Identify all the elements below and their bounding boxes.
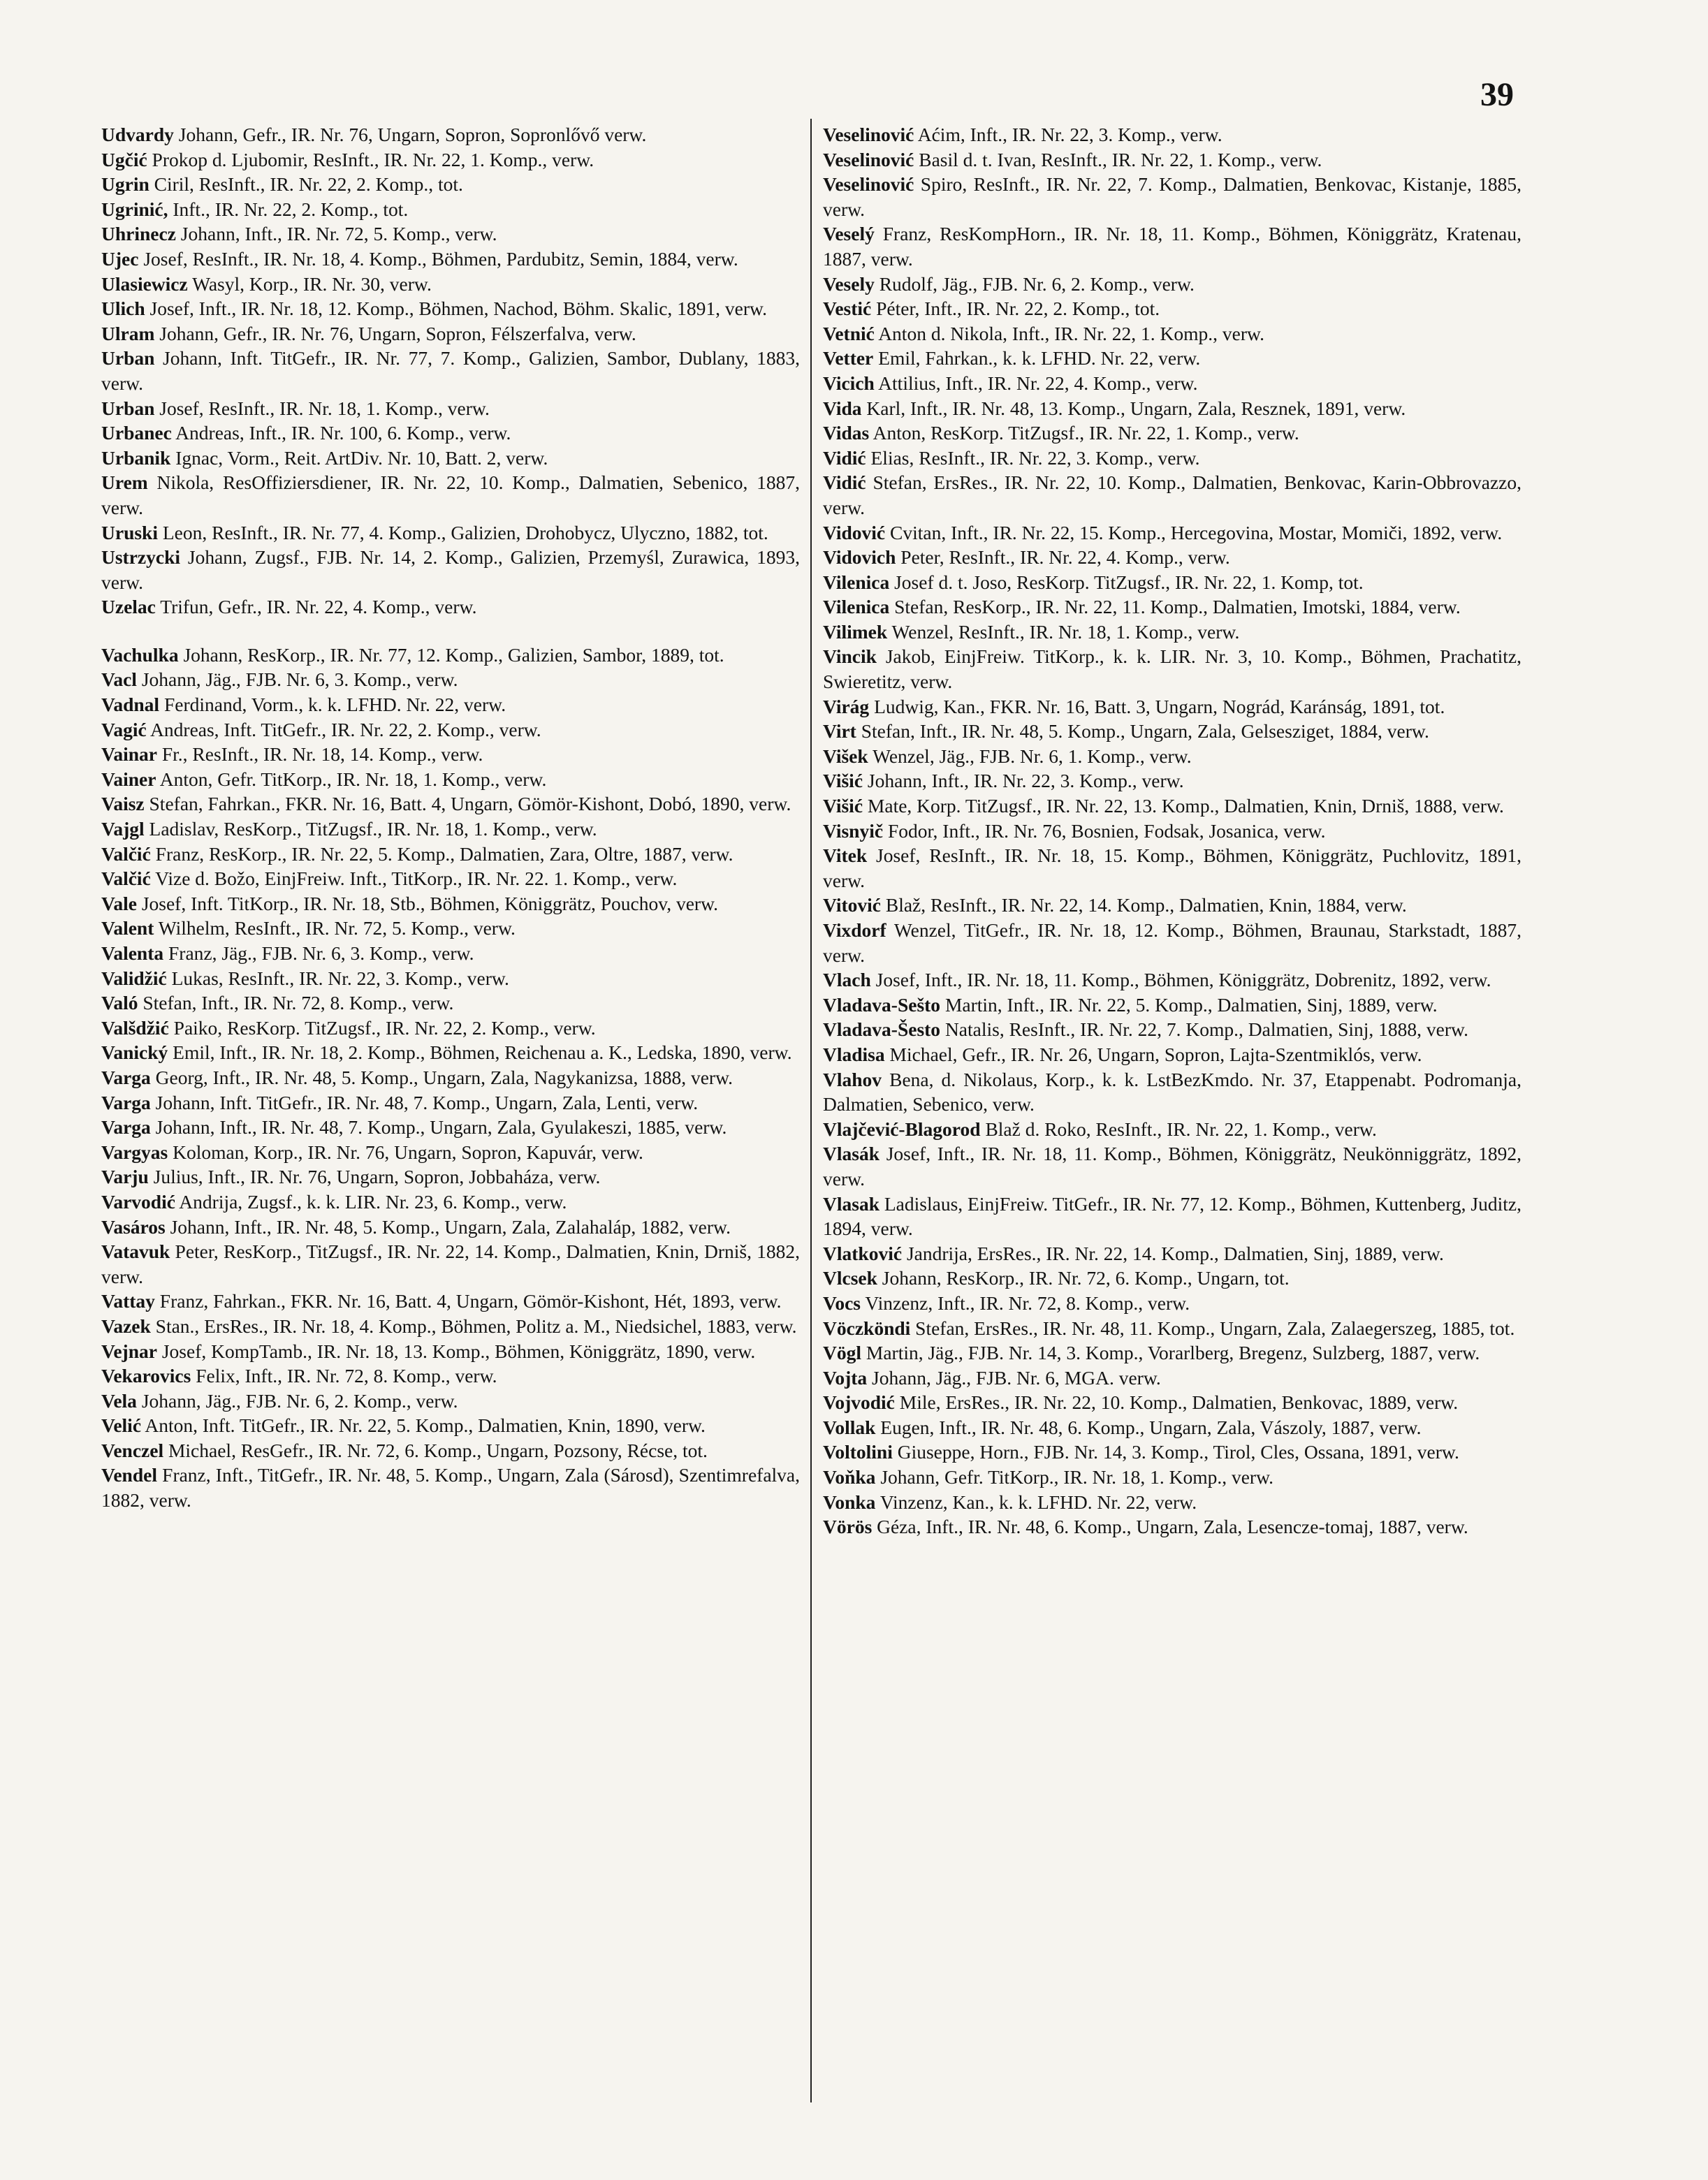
entry-details: Josef, Inft., IR. Nr. 18, 11. Komp., Böhmen, Königgrätz, Dobrenitz, 1892, verw. [870,969,1491,991]
entry-surname: Vitović [823,894,881,916]
list-entry [101,717,800,742]
entry-surname: Valšdžić [101,1016,169,1039]
list-entry [823,570,1521,595]
entry-details: Stefan, ErsRes., IR. Nr. 48, 11. Komp., Ungarn, Zala, Zalaegerszeg, 1885, tot. [910,1317,1515,1339]
entry-details: Michael, Gefr., IR. Nr. 26, Ungarn, Sopron, Lajta-Szentmiklós, verw. [884,1043,1422,1065]
entry-details: Géza, Inft., IR. Nr. 48, 6. Komp., Ungarn, Zala, Lesencze-tomaj, 1887, verw. [872,1516,1468,1538]
list-entry [823,420,1521,446]
entry-details: Andrija, Zugsf., k. k. LIR. Nr. 23, 6. Komp., verw. [175,1190,567,1213]
entry-surname: Vlach [823,969,871,991]
entry-details: Fr., ResInft., IR. Nr. 18, 14. Komp., verw. [156,743,483,766]
list-entry [823,321,1521,346]
entry-surname: Voňka [823,1466,876,1488]
entry-surname: Valčić [101,868,151,890]
list-entry [101,396,800,421]
entry-surname: Vladava-Šesto [823,1018,941,1041]
entry-details: Koloman, Korp., IR. Nr. 76, Ungarn, Sopron, Kapuvár, verw. [168,1141,643,1163]
entry-surname: Validžić [101,967,167,989]
list-entry [101,1065,800,1090]
list-entry [101,1363,800,1389]
entry-details: Jandrija, ErsRes., IR. Nr. 22, 14. Komp., Dalmatien, Sinj, 1889, verw. [902,1242,1444,1264]
list-entry [823,122,1521,147]
entry-details: Mate, Korp. TitZugsf., IR. Nr. 22, 13. Komp., Dalmatien, Knin, Drniš, 1888, verw. [863,795,1504,817]
entry-surname: Veselinović [823,124,914,145]
entry-details: Josef, ResInft., IR. Nr. 18, 4. Komp., Böhmen, Pardubitz, Semin, 1884, verw. [138,247,738,270]
entry-details: Karl, Inft., IR. Nr. 48, 13. Komp., Ungarn, Zala, Resznek, 1891, verw. [861,397,1406,419]
list-entry [101,1239,800,1289]
entry-surname: Vollak [823,1416,876,1438]
entry-surname: Vlasák [823,1143,879,1165]
list-entry [101,594,800,620]
entry-details: Wenzel, ResInft., IR. Nr. 18, 1. Komp., verw. [887,620,1240,643]
list-entry [101,891,800,916]
entry-surname: Valčić [101,842,151,865]
entry-details: Ciril, ResInft., IR. Nr. 22, 2. Komp., tot. [149,173,463,196]
entry-details: Bena, d. Nikolaus, Korp., k. k. LstBezKmdo. Nr. 37, Etappenabt. Podromanja, Dalmatien, Sebenico, verw. [823,1068,1521,1115]
entry-details: Eugen, Inft., IR. Nr. 48, 6. Komp., Ungarn, Zala, Vászoly, 1887, verw. [875,1416,1422,1438]
list-entry [823,470,1521,520]
entry-surname: Vonka [823,1491,876,1513]
entry-surname: Venczel [101,1439,164,1461]
entry-details: Stefan, Inft., IR. Nr. 72, 8. Komp., verw. [138,992,454,1014]
list-entry [101,1140,800,1165]
entry-surname: Vale [101,892,137,914]
entry-surname: Vejnar [101,1340,157,1362]
entry-surname: Vainar [101,743,157,766]
entry-details: Anton, Gefr. TitKorp., IR. Nr. 18, 1. Komp., verw. [156,768,547,790]
entry-details: Ignac, Vorm., Reit. ArtDiv. Nr. 10, Batt. 2, verw. [170,446,548,469]
entry-surname: Vöczköndi [823,1317,911,1339]
entry-details: Franz, Jäg., FJB. Nr. 6, 3. Komp., verw. [163,942,474,964]
list-entry [101,247,800,272]
list-entry [101,742,800,767]
list-entry [823,1465,1521,1490]
entry-details: Attilius, Inft., IR. Nr. 22, 4. Komp., verw. [874,372,1198,394]
entry-details: Franz, Inft., TitGefr., IR. Nr. 48, 5. Komp., Ungarn, Zala (Sárosd), Szentimrefalva, 1882, verw. [101,1464,800,1512]
entry-details: Basil d. t. Ivan, ResInft., IR. Nr. 22, 1. Komp., verw. [914,148,1322,170]
list-entry [101,1314,800,1339]
list-entry [101,1164,800,1190]
list-entry [101,643,800,668]
entry-details: Johann, Jäg., FJB. Nr. 6, 3. Komp., verw. [136,668,458,691]
entry-surname: Vicich [823,372,875,394]
entry-details: Lukas, ResInft., IR. Nr. 22, 3. Komp., verw. [166,967,509,989]
list-entry [823,1067,1521,1117]
entry-surname: Vajgl [101,818,145,840]
list-entry [823,1192,1521,1241]
entry-details: Martin, Jäg., FJB. Nr. 14, 3. Komp., Vorarlberg, Bregenz, Sulzberg, 1887, verw. [861,1342,1480,1364]
list-entry [823,1440,1521,1465]
list-entry [101,667,800,692]
entry-surname: Vladisa [823,1043,885,1065]
entry-surname: Ulram [101,322,155,344]
list-entry [823,446,1521,471]
entry-details: Peter, ResKorp., TitZugsf., IR. Nr. 22, 14. Komp., Dalmatien, Knin, Drniš, 1882, verw. [101,1241,800,1287]
entry-surname: Való [101,992,138,1014]
list-entry [101,1016,800,1041]
list-entry [101,172,800,197]
entry-surname: Vargyas [101,1141,168,1163]
list-entry [823,272,1521,297]
left-column [101,122,800,1513]
list-entry [823,644,1521,694]
entry-surname: Veselinović [823,173,914,196]
list-entry [101,1438,800,1463]
list-entry [823,346,1521,371]
entry-surname: Veselinović [823,148,914,170]
list-entry [101,545,800,594]
entry-surname: Vagić [101,718,147,740]
entry-surname: Vojta [823,1366,868,1389]
list-entry [823,1316,1521,1341]
column-divider [810,119,812,2102]
entry-details: Michael, ResGefr., IR. Nr. 72, 6. Komp., Ungarn, Pozsony, Récse, tot. [163,1439,708,1461]
entry-details: Franz, ResKompHorn., IR. Nr. 18, 11. Komp., Böhmen, Königgrätz, Kratenau, 1887, verw. [823,223,1521,270]
entry-surname: Višić [823,770,863,792]
entry-surname: Vida [823,397,862,419]
entry-details: Stefan, Fahrkan., FKR. Nr. 16, Batt. 4, Ungarn, Gömör-Kishont, Dobó, 1890, verw. [144,793,791,815]
entry-surname: Varvodić [101,1190,175,1213]
entry-details: Johann, ResKorp., IR. Nr. 72, 6. Komp., Ungarn, tot. [877,1267,1290,1289]
entry-details: Josef, ResInft., IR. Nr. 18, 1. Komp., verw. [154,397,490,419]
entry-details: Andreas, Inft., IR. Nr. 100, 6. Komp., verw. [171,422,511,444]
entry-details: Aćim, Inft., IR. Nr. 22, 3. Komp., verw. [914,124,1222,145]
entry-surname: Vilenica [823,571,890,593]
list-entry [101,817,800,842]
entry-surname: Varga [101,1066,151,1088]
entry-details: Johann, Inft., IR. Nr. 72, 5. Komp., verw. [175,223,497,245]
entry-details: Blaž d. Roko, ResInft., IR. Nr. 22, 1. Komp., verw. [980,1118,1377,1140]
entry-details: Rudolf, Jäg., FJB. Nr. 6, 2. Komp., verw. [874,272,1195,295]
entry-surname: Ulasiewicz [101,272,188,295]
entry-details: Johann, Inft., IR. Nr. 22, 3. Komp., verw. [863,770,1184,792]
entry-details: Johann, Gefr., IR. Nr. 76, Ungarn, Sopron, Sopronlővő verw. [173,124,647,145]
list-entry [823,594,1521,620]
list-entry [101,122,800,147]
entry-surname: Vojvodić [823,1391,895,1414]
entry-details: Johann, Jäg., FJB. Nr. 6, MGA. verw. [867,1366,1161,1389]
entry-details: Ferdinand, Vorm., k. k. LFHD. Nr. 22, verw. [159,694,506,716]
entry-surname: Varga [101,1116,151,1139]
list-entry [823,993,1521,1018]
entry-details: Vinzenz, Inft., IR. Nr. 72, 8. Komp., verw. [861,1292,1190,1314]
entry-surname: Ugčić [101,148,147,170]
entry-surname: Vaisz [101,793,145,815]
entry-details: Anton, ResKorp. TitZugsf., IR. Nr. 22, 1. Komp., verw. [869,422,1299,444]
list-entry [101,321,800,346]
entry-surname: Vela [101,1389,137,1412]
entry-surname: Vadnal [101,694,160,716]
entry-surname: Vincik [823,645,877,668]
entry-details: Emil, Inft., IR. Nr. 18, 2. Komp., Böhmen, Reichenau a. K., Ledska, 1890, verw. [168,1041,792,1064]
list-entry [101,1115,800,1140]
entry-details: Prokop d. Ljubomir, ResInft., IR. Nr. 22, 1. Komp., verw. [147,148,594,170]
entry-surname: Vlcsek [823,1267,877,1289]
list-entry [101,420,800,446]
entry-details: Johann, ResKorp., IR. Nr. 77, 12. Komp., Galizien, Sambor, 1889, tot. [178,643,724,666]
entry-surname: Vidovich [823,546,896,569]
list-entry [101,296,800,321]
entry-surname: Vocs [823,1292,861,1314]
list-entry [101,1463,800,1512]
entry-surname: Vlasak [823,1192,879,1215]
entry-details: Emil, Fahrkan., k. k. LFHD. Nr. 22, verw. [873,347,1201,370]
entry-details: Anton, Inft. TitGefr., IR. Nr. 22, 5. Komp., Dalmatien, Knin, 1890, verw. [141,1414,706,1437]
entry-surname: Veselý [823,223,875,245]
list-entry [101,767,800,792]
entry-surname: Varga [101,1091,151,1113]
entry-surname: Varju [101,1166,149,1188]
entry-details: Martin, Inft., IR. Nr. 22, 5. Komp., Dalmatien, Sinj, 1889, verw. [940,993,1438,1016]
list-entry [823,147,1521,173]
entry-surname: Urban [101,347,155,370]
entry-surname: Vendel [101,1464,157,1486]
entry-details: Johann, Inft. TitGefr., IR. Nr. 48, 7. Komp., Ungarn, Zala, Lenti, verw. [150,1091,699,1113]
entry-details: Ladislav, ResKorp., TitZugsf., IR. Nr. 18, 1. Komp., verw. [144,818,597,840]
list-entry [823,396,1521,421]
entry-surname: Vörös [823,1516,873,1538]
page-number: 39 [1480,76,1514,113]
entry-surname: Vlajčević-Blagorod [823,1118,981,1140]
entry-details: Anton d. Nikola, Inft., IR. Nr. 22, 1. Komp., verw. [874,322,1264,344]
list-entry [823,819,1521,844]
entry-details: Johann, Gefr., IR. Nr. 76, Ungarn, Sopron, Félszerfalva, verw. [154,322,636,344]
entry-details: Nikola, ResOffiziersdiener, IR. Nr. 22, 10. Komp., Dalmatien, Sebenico, 1887, verw. [101,471,800,518]
entry-details: Josef, Inft. TitKorp., IR. Nr. 18, Stb., Böhmen, Königgrätz, Pouchov, verw. [136,892,719,914]
entry-details: Paiko, ResKorp. TitZugsf., IR. Nr. 22, 2. Komp., verw. [168,1016,596,1039]
entry-details: Johann, Inft. TitGefr., IR. Nr. 77, 7. Komp., Galizien, Sambor, Dublany, 1883, verw. [101,347,800,394]
entry-details: Andreas, Inft. TitGefr., IR. Nr. 22, 2. Komp., verw. [146,718,541,740]
entry-details: Cvitan, Inft., IR. Nr. 22, 15. Komp., Hercegovina, Mostar, Momiči, 1892, verw. [885,521,1503,543]
entry-surname: Vilenica [823,596,890,618]
list-entry [823,620,1521,645]
list-entry [823,296,1521,321]
list-entry [101,147,800,173]
list-entry [823,694,1521,719]
entry-details: Wenzel, TitGefr., IR. Nr. 18, 12. Komp., Böhmen, Braunau, Starkstadt, 1887, verw. [823,919,1521,966]
list-entry [823,1415,1521,1440]
list-entry [101,916,800,941]
entry-details: Stan., ErsRes., IR. Nr. 18, 4. Komp., Böhmen, Politz a. M., Niedsichel, 1883, verw. [150,1315,797,1337]
list-entry [823,1141,1521,1191]
list-entry [101,692,800,717]
list-entry [101,1090,800,1115]
entry-details: Mile, ErsRes., IR. Nr. 22, 10. Komp., Dalmatien, Benkovac, 1889, verw. [894,1391,1459,1414]
list-entry [823,1291,1521,1316]
entry-details: Felix, Inft., IR. Nr. 72, 8. Komp., verw. [191,1365,497,1387]
list-entry [823,520,1521,546]
entry-surname: Ugrin [101,173,149,196]
entry-details: Julius, Inft., IR. Nr. 76, Ungarn, Sopron, Jobbaháza, verw. [148,1166,601,1188]
list-entry [823,744,1521,769]
entry-details: Peter, ResInft., IR. Nr. 22, 4. Komp., verw. [896,546,1230,569]
entry-details: Josef, Inft., IR. Nr. 18, 12. Komp., Böhmen, Nachod, Böhm. Skalic, 1891, verw. [145,298,767,320]
entry-surname: Ustrzycki [101,546,181,569]
entry-surname: Vacl [101,668,137,691]
entry-details: Franz, ResKorp., IR. Nr. 22, 5. Komp., Dalmatien, Zara, Oltre, 1887, verw. [150,842,733,865]
list-entry [823,843,1521,893]
entry-details: Leon, ResInft., IR. Nr. 77, 4. Komp., Galizien, Drohobycz, Ulyczno, 1882, tot. [158,521,768,543]
list-entry [823,1042,1521,1067]
entry-surname: Vladava-Sešto [823,993,941,1016]
entry-surname: Urbanik [101,446,171,469]
entry-details: Spiro, ResInft., IR. Nr. 22, 7. Komp., Dalmatien, Benkovac, Kistanje, 1885, verw. [823,173,1521,220]
list-entry [823,893,1521,918]
entry-surname: Urbanec [101,422,172,444]
entry-surname: Vesely [823,272,875,295]
list-entry [823,719,1521,744]
entry-details: Johann, Inft., IR. Nr. 48, 5. Komp., Ungarn, Zala, Zalahaláp, 1882, verw. [165,1215,731,1238]
entry-details: Inft., IR. Nr. 22, 2. Komp., tot. [168,198,409,220]
entry-surname: Ulich [101,298,145,320]
entry-surname: Valenta [101,942,164,964]
list-entry [823,1390,1521,1415]
entry-surname: Vazek [101,1315,151,1337]
list-entry [823,1366,1521,1391]
list-entry [823,967,1521,993]
entry-details: Wilhelm, ResInft., IR. Nr. 72, 5. Komp., verw. [154,917,516,939]
entry-surname: Vanický [101,1041,168,1064]
list-entry [101,272,800,297]
entry-surname: Vidas [823,422,870,444]
entry-details: Giuseppe, Horn., FJB. Nr. 14, 3. Komp., Tirol, Cles, Ossana, 1891, verw. [892,1441,1459,1463]
entry-details: Josef, Inft., IR. Nr. 18, 11. Komp., Böhmen, Königgrätz, Neukönniggrätz, 1892, verw. [823,1143,1521,1190]
list-entry [101,842,800,867]
entry-details: Johann, Gefr. TitKorp., IR. Nr. 18, 1. Komp., verw. [875,1466,1274,1488]
entry-details: Vize d. Božo, EinjFreiw. Inft., TitKorp., IR. Nr. 22. 1. Komp., verw. [150,868,678,890]
entry-surname: Voltolini [823,1441,893,1463]
list-entry [101,966,800,991]
entry-surname: Visnyič [823,819,884,842]
entry-surname: Uruski [101,521,158,543]
list-entry [101,866,800,891]
list-entry [823,768,1521,793]
entry-details: Fodor, Inft., IR. Nr. 76, Bosnien, Fodsak, Josanica, verw. [883,819,1326,842]
entry-surname: Virág [823,695,870,717]
list-entry [101,1289,800,1314]
list-entry [823,1241,1521,1266]
entry-surname: Vidović [823,521,886,543]
entry-details: Trifun, Gefr., IR. Nr. 22, 4. Komp., verw. [155,596,477,618]
entry-surname: Vlahov [823,1068,882,1090]
list-entry [101,990,800,1016]
entry-details: Vinzenz, Kan., k. k. LFHD. Nr. 22, verw. [875,1491,1197,1513]
entry-details: Johann, Zugsf., FJB. Nr. 14, 2. Komp., Galizien, Przemyśl, Zurawica, 1893, verw. [101,546,800,593]
list-entry [823,1117,1521,1142]
list-entry [823,1017,1521,1042]
entry-surname: Ugrinić, [101,198,168,220]
entry-surname: Vetnić [823,322,875,344]
entry-details: Péter, Inft., IR. Nr. 22, 2. Komp., tot. [871,298,1160,320]
entry-details: Jakob, EinjFreiw. TitKorp., k. k. LIR. Nr. 3, 10. Komp., Böhmen, Prachatitz, Swieretitz, verw. [823,645,1521,693]
entry-surname: Ujec [101,247,139,270]
list-entry [101,1040,800,1065]
entry-details: Franz, Fahrkan., FKR. Nr. 16, Batt. 4, Ungarn, Gömör-Kishont, Hét, 1893, verw. [154,1290,782,1312]
list-entry [101,221,800,247]
entry-surname: Virt [823,720,856,742]
entry-details: Josef, KompTamb., IR. Nr. 18, 13. Komp., Böhmen, Königgrätz, 1890, verw. [156,1340,756,1362]
entry-details: Stefan, ResKorp., IR. Nr. 22, 11. Komp., Dalmatien, Imotski, 1884, verw. [889,596,1461,618]
list-entry [101,791,800,817]
entry-surname: Višek [823,745,868,767]
list-entry [101,520,800,546]
entry-details: Stefan, Inft., IR. Nr. 48, 5. Komp., Ungarn, Zala, Gelsesziget, 1884, verw. [856,720,1429,742]
entry-details: Georg, Inft., IR. Nr. 48, 5. Komp., Ungarn, Zala, Nagykanizsa, 1888, verw. [150,1066,733,1088]
entry-surname: Vixdorf [823,919,886,941]
entry-details: Stefan, ErsRes., IR. Nr. 22, 10. Komp., Dalmatien, Benkovac, Karin-Obbrovazzo, verw. [823,471,1521,518]
entry-surname: Urban [101,397,155,419]
entry-surname: Vainer [101,768,156,790]
entry-details: Elias, ResInft., IR. Nr. 22, 3. Komp., verw. [866,446,1200,469]
entry-surname: Uzelac [101,596,156,618]
entry-details: Josef, ResInft., IR. Nr. 18, 15. Komp., Böhmen, Königgrätz, Puchlovitz, 1891, verw. [823,844,1521,891]
list-entry [823,1514,1521,1539]
list-entry [823,918,1521,967]
list-entry [101,1339,800,1364]
entry-surname: Vasáros [101,1215,166,1238]
list-entry [101,1190,800,1215]
entry-details: Wenzel, Jäg., FJB. Nr. 6, 1. Komp., verw. [868,745,1192,767]
entry-surname: Vachulka [101,643,179,666]
entry-surname: Vlatković [823,1242,903,1264]
entry-surname: Vidić [823,446,866,469]
list-entry [101,1389,800,1414]
entry-surname: Vilimek [823,620,888,643]
entry-details: Blaž, ResInft., IR. Nr. 22, 14. Komp., Dalmatien, Knin, 1884, verw. [880,894,1407,916]
list-entry [101,1413,800,1438]
list-entry [823,172,1521,221]
entry-surname: Višić [823,795,863,817]
list-entry [101,1215,800,1240]
entry-details: Johann, Inft., IR. Nr. 48, 7. Komp., Ungarn, Zala, Gyulakeszi, 1885, verw. [150,1116,727,1139]
list-entry [823,1340,1521,1366]
section-gap [101,620,800,643]
entry-details: Ludwig, Kan., FKR. Nr. 16, Batt. 3, Ungarn, Nográd, Karánság, 1891, tot. [869,695,1445,717]
list-entry [823,545,1521,570]
entry-details: Ladislaus, EinjFreiw. TitGefr., IR. Nr. 77, 12. Komp., Böhmen, Kuttenberg, Juditz, 1894, verw. [823,1192,1521,1240]
entry-details: Wasyl, Korp., IR. Nr. 30, verw. [187,272,432,295]
list-entry [823,1266,1521,1291]
list-entry [101,941,800,966]
entry-surname: Udvardy [101,124,174,145]
entry-surname: Vestić [823,298,872,320]
list-entry [101,346,800,395]
list-entry [823,221,1521,271]
entry-surname: Vatavuk [101,1241,170,1263]
entry-surname: Vögl [823,1342,861,1364]
entry-surname: Vetter [823,347,874,370]
entry-details: Natalis, ResInft., IR. Nr. 22, 7. Komp., Dalmatien, Sinj, 1888, verw. [940,1018,1468,1041]
entry-surname: Vidić [823,471,866,494]
list-entry [101,446,800,471]
entry-surname: Vattay [101,1290,155,1312]
entry-details: Johann, Jäg., FJB. Nr. 6, 2. Komp., verw. [136,1389,458,1412]
list-entry [823,1490,1521,1515]
list-entry [823,793,1521,819]
entry-details: Josef d. t. Joso, ResKorp. TitZugsf., IR. Nr. 22, 1. Komp, tot. [889,571,1364,593]
entry-surname: Uhrinecz [101,223,176,245]
entry-surname: Vekarovics [101,1365,191,1387]
entry-surname: Urem [101,471,148,494]
list-entry [101,470,800,520]
entry-surname: Valent [101,917,154,939]
entry-surname: Velić [101,1414,142,1437]
list-entry [101,197,800,222]
entry-surname: Vitek [823,844,868,867]
list-entry [823,371,1521,396]
right-column [823,122,1521,1539]
